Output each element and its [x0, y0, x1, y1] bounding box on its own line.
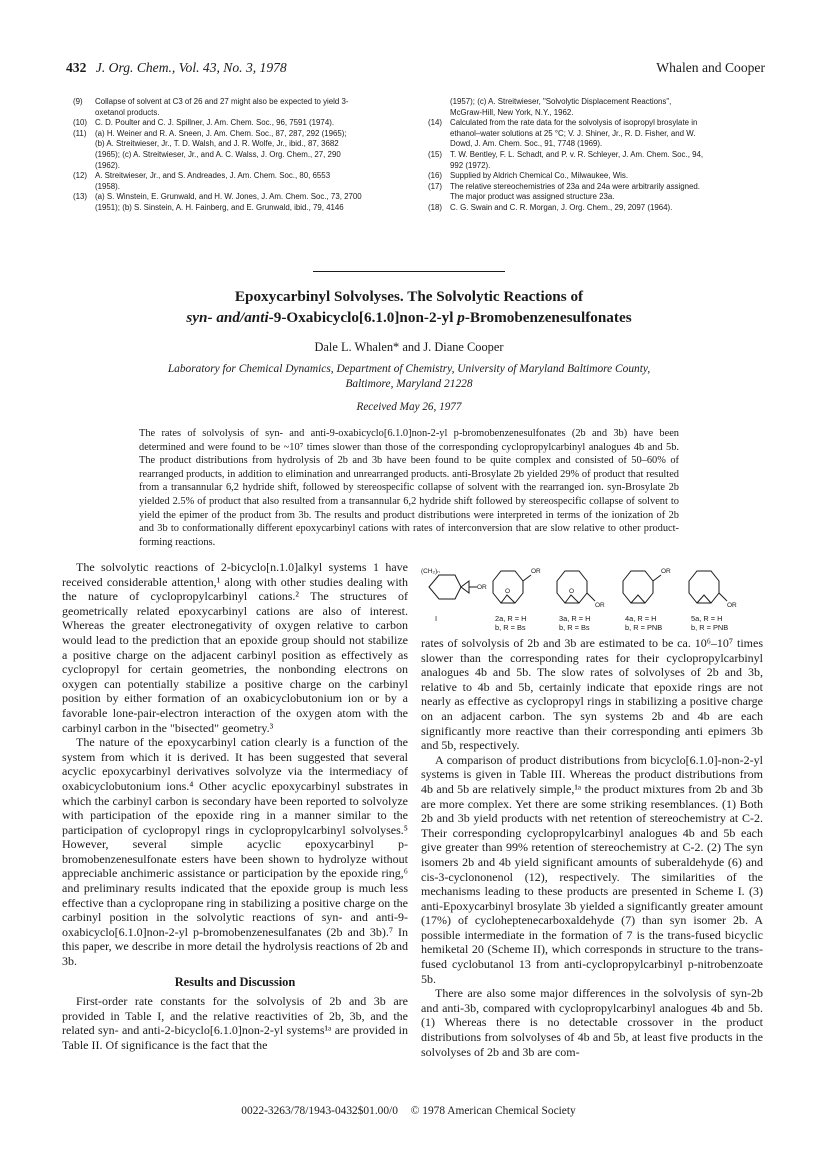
oxygen-label: O	[505, 588, 511, 595]
reference-number: (10)	[73, 118, 88, 128]
body-paragraph: A comparison of product distributions from bicyclo[6.1.0]-non-2-yl systems is given in Table III. Whereas the product distributions from 4b and 5b are relatively simple,¹ᵃ the product mixtures from 2b and 3b are more complex. Yet there are some striking resemblances. (1) Both 2b and 3b yield products with net retention of stereochemistry at C-2. Their corresponding cyclopropylcarbinyl analogues 4b and 5b each give greater than 99% retention of stereochemistry at C-2. (2) The syn isomers 2b and 4b yield significant amounts of suberaldehyde (6) and cis-3-cyclononenol (12), respectively. The similarities of the mechanisms leading to these products are presented in Scheme I. (3) anti-Epoxycarbinyl brosylate 3b yielded a significantly greater amount (17%) of cycloheptenecarboxaldehyde (7) than syn isomer 2b. A possible intermediate in the formation of 7 is the trans-fused bicyclic hemiketal 20 (Scheme II), which corresponds in structure to the trans-fused cyclobutanol 13 from anti-cyclopropylcarbinyl p-nitrobenzoate 5b.	[421, 752, 763, 986]
structures-drawing	[421, 561, 765, 613]
reference-item	[428, 118, 762, 150]
structure-label-4: 4a, R = H b, R = PNB	[625, 614, 663, 632]
title-syn: syn- and/	[186, 308, 245, 326]
structure-3-drawing	[557, 571, 595, 603]
journal-citation: J. Org. Chem., Vol. 43, No. 3, 1978	[95, 60, 287, 75]
structure-4-drawing	[623, 571, 661, 603]
reference-item	[73, 97, 394, 118]
structure-label-5: 5a, R = H b, R = PNB	[691, 614, 729, 632]
structure-label-1: I	[435, 614, 438, 623]
reference-text: Supplied by Aldrich Chemical Co., Milwaukee, Wis.	[450, 171, 629, 181]
title-compound: -9-Oxabicyclo[6.1.0]non-2-yl	[268, 308, 458, 326]
reference-item	[73, 171, 394, 192]
structure-label-3: 3a, R = H b, R = Bs	[559, 614, 591, 632]
article-title	[120, 287, 698, 328]
reference-item	[428, 97, 762, 118]
page-number: 432	[66, 60, 87, 75]
reference-item	[73, 129, 394, 171]
copyright-notice: © 1978 American Chemical Society	[410, 1105, 576, 1117]
references-left	[73, 97, 394, 214]
reference-number: (13)	[73, 192, 88, 202]
reference-item	[428, 203, 762, 214]
or-label: OR	[595, 602, 605, 609]
header-left	[66, 60, 287, 76]
reference-number: (15)	[428, 149, 443, 159]
structure-1-drawing	[429, 575, 477, 599]
reference-text: (a) S. Winstein, E. Grunwald, and H. W. Jones, J. Am. Chem. Soc., 73, 2700 (1951); (b) S. Sinstein, A. H. Fainberg, and E. Grunwald, ibid., 79, 4146	[95, 192, 362, 212]
structure-5-drawing	[689, 571, 727, 603]
page-footer	[0, 1105, 817, 1117]
or-label: OR	[531, 568, 541, 575]
or-label: OR	[727, 602, 737, 609]
reference-item	[73, 192, 394, 213]
title-para: p	[457, 308, 465, 326]
article-identifier: 0022-3263/78/1943-0432$01.00/0	[241, 1105, 398, 1117]
reference-text: T. W. Bentley, F. L. Schadt, and P. v. R. Schleyer, J. Am. Chem. Soc., 94, 992 (1972).	[450, 149, 704, 170]
title-end: -Bromobenzenesulfonates	[464, 308, 632, 326]
body-paragraph: rates of solvolysis of 2b and 3b are estimated to be ca. 10⁶–10⁷ times slower than the corresponding rates for their cyclopropylcarbinyl analogues 4b and 5b. The slow rates of solvolyses of 2b and 3b, relative to 4b and 5b, certainly indicate that epoxide rings are not nearly as effective as cyclopropyl rings in stabilizing a positive charge on an adjacent carbon. The syn systems 2b and 4b are each significantly more reactive than their corresponding anti epimers 3b and 5b, respectively.	[421, 636, 763, 753]
author-affiliation: Laboratory for Chemical Dynamics, Department of Chemistry, University of Maryland Baltimore County, Baltimore, Maryland 21228	[167, 363, 651, 390]
reference-number: (16)	[428, 171, 443, 181]
reference-text: The relative stereochemistries of 23a and 24a were arbitrarily assigned. The major product was assigned structure 23a.	[450, 181, 700, 202]
body-column-left	[62, 560, 408, 1053]
structure-2-drawing	[493, 571, 531, 603]
reference-number: (17)	[428, 181, 443, 191]
reference-number: (18)	[428, 202, 443, 212]
section-heading: Results and Discussion	[174, 974, 296, 989]
title-line-2	[120, 308, 698, 329]
section-divider	[313, 271, 505, 272]
body-paragraph: The nature of the epoxycarbinyl cation clearly is a function of the system from which it is derived. It has been suggested that several acyclic epoxycarbinyl derivatives solvolyze via the intermediacy of oxabicyclobutonium ions.⁴ Other acyclic epoxycarbinyl substrates in which the carbinyl carbon is secondary have been reported to solvolyze with participation of the epoxide ring in a manner similar to the participation of cyclopropyl rings in cyclopropylcarbinyl solvolyses.⁵ However, several simple acyclic epoxycarbinyl p-bromobenzenesulfonate esters have been shown to hydrolyze without appreciable anchimeric assistance or participation by the epoxide ring,⁶ and preliminary results indicated that the epoxide group is much less effective than a cyclopropane ring in stabilizing a positive charge on the carbinyl position in the solvolytic reactions of syn- and anti-9-oxabicyclo[6.1.0]non-2-yl p-bromobenzenesulfanates (2b and 3b).⁷ In this paper, we describe in more detail the hydrolysis reactions of 2b and 3b.	[62, 735, 408, 969]
or-label: OR	[477, 584, 487, 591]
reference-item	[73, 118, 394, 129]
body-paragraph: First-order rate constants for the solvolysis of 2b and 3b are provided in Table I, and the relative reactivities of 2b, 3b, and the related syn- and anti-2-bicyclo[6.1.0]non-2-yl systems¹ᵃ are provided in Table II. Of significance is the fact that the	[62, 994, 408, 1052]
reference-item	[428, 150, 762, 171]
body-paragraph: The solvolytic reactions of 2-bicyclo[n.1.0]alkyl systems 1 have received considerable attention,¹ along with other studies dealing with the nature of cyclopropylcarbinyl cations.² The structures of geometrically related epoxycarbinyl cations are also of interest. Whereas the greater electronegativity of oxygen relative to carbon would lead to the prediction that an epoxide group should not stabilize a positive charge on the adjacent carbinyl position as effectively as cyclopropyl for certain geometries, the nonbonding electrons on oxygen can potentially stabilize a positive charge on the carbinyl position by either formation of an oxabicyclobutonium ion or by a favorable lone-pair-electron interaction of the oxygen atom with the carbinyl carbon in the "bisected" geometry.³	[62, 560, 408, 735]
article-authors: Dale L. Whalen* and J. Diane Cooper	[314, 340, 504, 354]
body-paragraph: There are also some major differences in the solvolysis of syn-2b and anti-3b, compared with cyclopropylcarbinyl analogues 4b and 5b. (1) Whereas there is no detectable crossover in the product distributions from solvolyses of 4b and 5b, at least five products in the solvolyses of 2b and 3b are com-	[421, 986, 763, 1059]
abstract: The rates of solvolysis of syn- and anti-9-oxabicyclo[6.1.0]non-2-yl p-bromobenzenesulfonates (2b and 3b) have been determined and were found to be ~10⁷ times slower than those of the corresponding cyclopropylcarbinyl analogues 4b and 5b. The product distributions from hydrolysis of 2b and 3b have been found to be quite complex and consisted of 50–60% of rearranged products, in addition to elimination and unrearranged products. anti-Brosylate 2b yielded 29% of product that resulted from a transannular 6,2 hydride shift, followed by stereospecific collapse of solvent with the rearranged ion. syn-Brosylate 2b yielded 2.5% of product that also resulted from a transannular 6,2 hydride shift followed by stereospecific collapse of solvent to yield the epimer of the product from 3b. The results and product distributions were interpreted in terms of the ionization of 2b and 3b to conformationally different epoxycarbinyl cations with rates of interconversion that are slow relative to other product-forming reactions.	[139, 428, 679, 548]
reference-number: (11)	[73, 128, 87, 138]
title-anti: anti	[244, 308, 269, 326]
references-right	[428, 97, 762, 214]
reference-text: C. D. Poulter and C. J. Spillner, J. Am. Chem. Soc., 96, 7591 (1974).	[95, 118, 335, 128]
oxygen-label: O	[569, 588, 575, 595]
or-label: OR	[661, 568, 671, 575]
received-date: Received May 26, 1977	[356, 401, 462, 413]
reference-number	[428, 97, 450, 118]
reference-number: (14)	[428, 118, 443, 128]
reference-text: Collapse of solvent at C3 of 26 and 27 might also be expected to yield 3- oxetanol products.	[95, 97, 349, 117]
reference-item	[428, 171, 762, 182]
body-column-right	[421, 636, 763, 1059]
chemical-structures-figure	[421, 561, 765, 631]
reference-number: (12)	[73, 171, 88, 181]
reference-item	[428, 182, 762, 203]
structure-label-2: 2a, R = H b, R = Bs	[495, 614, 527, 632]
title-line-1: Epoxycarbinyl Solvolyses. The Solvolytic Reactions of	[234, 288, 584, 305]
reference-number: (9)	[73, 97, 83, 106]
reference-text: A. Streitwieser, Jr., and S. Andreades, J. Am. Chem. Soc., 80, 6553 (1958).	[95, 171, 331, 191]
reference-text: (a) H. Weiner and R. A. Sneen, J. Am. Chem. Soc., 87, 287, 292 (1965); (b) A. Streitwieser, Jr., T. D. Walsh, and J. R. Wolfe, Jr., ibid., 87, 3682 (1965); (c) A. Streitwieser, Jr., and A. C. Walss, J. Org. Chem., 27, 290 (1962).	[95, 128, 347, 170]
reference-text: Calculated from the rate data for the solvolysis of isopropyl brosylate in ethanol–water solutions at 25 °C; V. J. Shiner, Jr., R. D. Fisher, and W. Dowd, J. Am. Chem. Soc., 91, 7748 (1969).	[450, 118, 698, 149]
page-header	[66, 60, 765, 80]
ring-size-label: (CH₂)ₙ	[421, 568, 440, 575]
reference-text: (1957); (c) A. Streitwieser, "Solvolytic Displacement Reactions", McGraw-Hill, New York, N.Y., 1962.	[450, 97, 672, 117]
reference-text: C. G. Swain and C. R. Morgan, J. Org. Chem., 29, 2097 (1964).	[450, 202, 673, 212]
running-authors: Whalen and Cooper	[656, 60, 765, 75]
